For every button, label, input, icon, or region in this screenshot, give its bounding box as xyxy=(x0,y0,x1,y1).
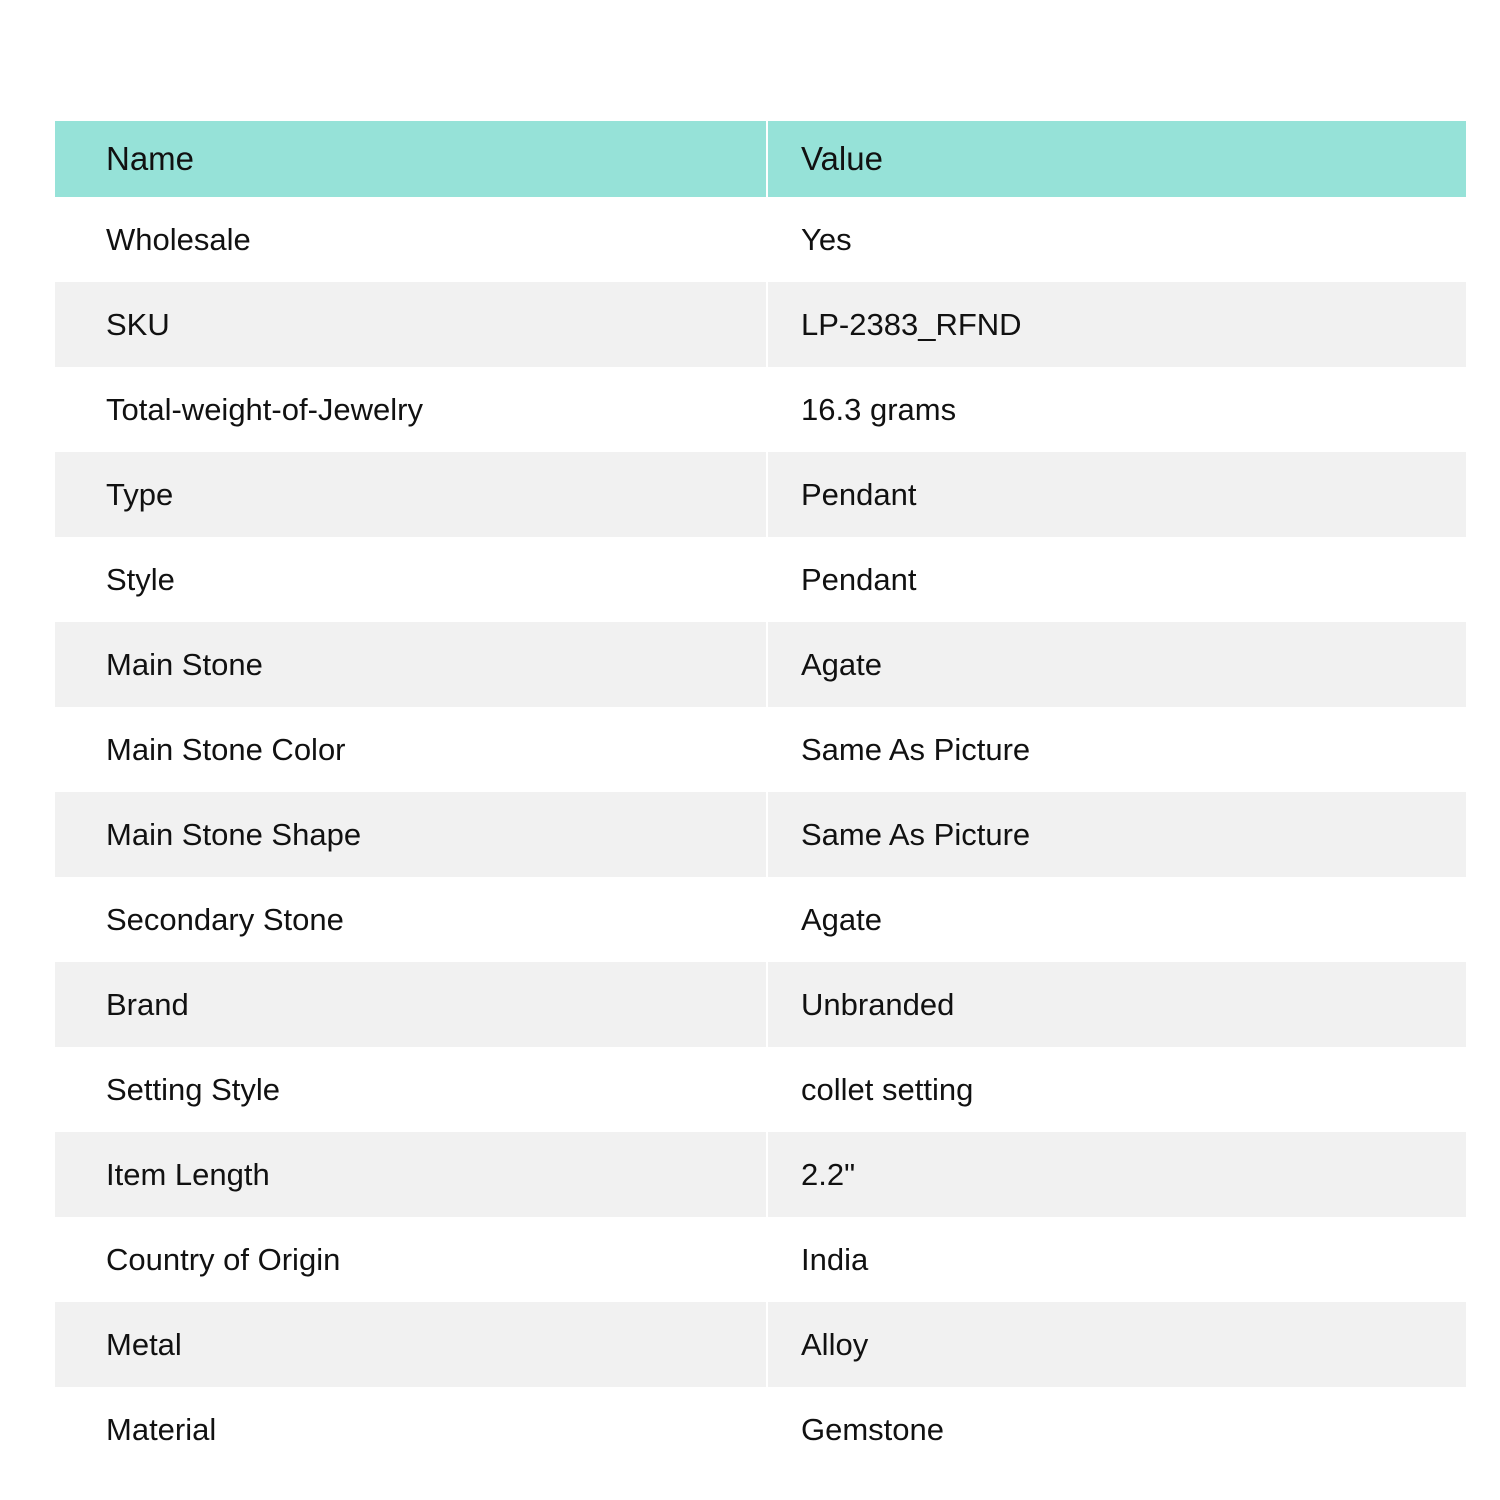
row-value: Yes xyxy=(801,221,852,257)
table-row xyxy=(55,367,1466,452)
header-name: Name xyxy=(55,121,766,197)
table-row xyxy=(55,962,1466,1047)
table-row xyxy=(55,537,1466,622)
row-value: Agate xyxy=(768,622,1466,707)
row-name: Setting Style xyxy=(106,1071,281,1107)
row-name: Material xyxy=(106,1411,217,1447)
row-value: Same As Picture xyxy=(768,792,1466,877)
table-header-row xyxy=(55,121,1466,197)
table-row xyxy=(55,1302,1466,1387)
table-row xyxy=(55,622,1466,707)
specs-table xyxy=(55,121,1466,1472)
row-name: Wholesale xyxy=(106,221,251,257)
table-row xyxy=(55,792,1466,877)
row-value: Agate xyxy=(801,901,883,937)
row-value: Pendant xyxy=(801,561,917,597)
table-row xyxy=(55,1387,1466,1472)
row-name: Main Stone Shape xyxy=(55,792,766,877)
table-row xyxy=(55,197,1466,282)
row-value: 2.2" xyxy=(768,1132,1466,1217)
row-value: Pendant xyxy=(768,452,1466,537)
table-body xyxy=(55,197,1466,1472)
row-value: collet setting xyxy=(801,1071,974,1107)
row-name: Country of Origin xyxy=(106,1241,341,1277)
row-name: Main Stone Color xyxy=(106,731,346,767)
row-name: Style xyxy=(106,561,175,597)
row-value: Alloy xyxy=(768,1302,1466,1387)
row-value: Same As Picture xyxy=(801,731,1031,767)
row-name: Metal xyxy=(55,1302,766,1387)
row-name: Main Stone xyxy=(55,622,766,707)
row-value: Unbranded xyxy=(768,962,1466,1047)
table-row xyxy=(55,1047,1466,1132)
row-name: Total-weight-of-Jewelry xyxy=(106,391,423,427)
table-row xyxy=(55,1132,1466,1217)
row-value: 16.3 grams xyxy=(801,391,957,427)
table-row xyxy=(55,282,1466,367)
header-value: Value xyxy=(768,121,1466,197)
row-value: LP-2383_RFND xyxy=(768,282,1466,367)
row-name: Type xyxy=(55,452,766,537)
row-value: India xyxy=(801,1241,869,1277)
row-name: Brand xyxy=(55,962,766,1047)
row-name: Item Length xyxy=(55,1132,766,1217)
row-name: SKU xyxy=(55,282,766,367)
row-value: Gemstone xyxy=(801,1411,945,1447)
table-row xyxy=(55,1217,1466,1302)
table-row xyxy=(55,707,1466,792)
row-name: Secondary Stone xyxy=(106,901,344,937)
table-row xyxy=(55,877,1466,962)
table-row xyxy=(55,452,1466,537)
